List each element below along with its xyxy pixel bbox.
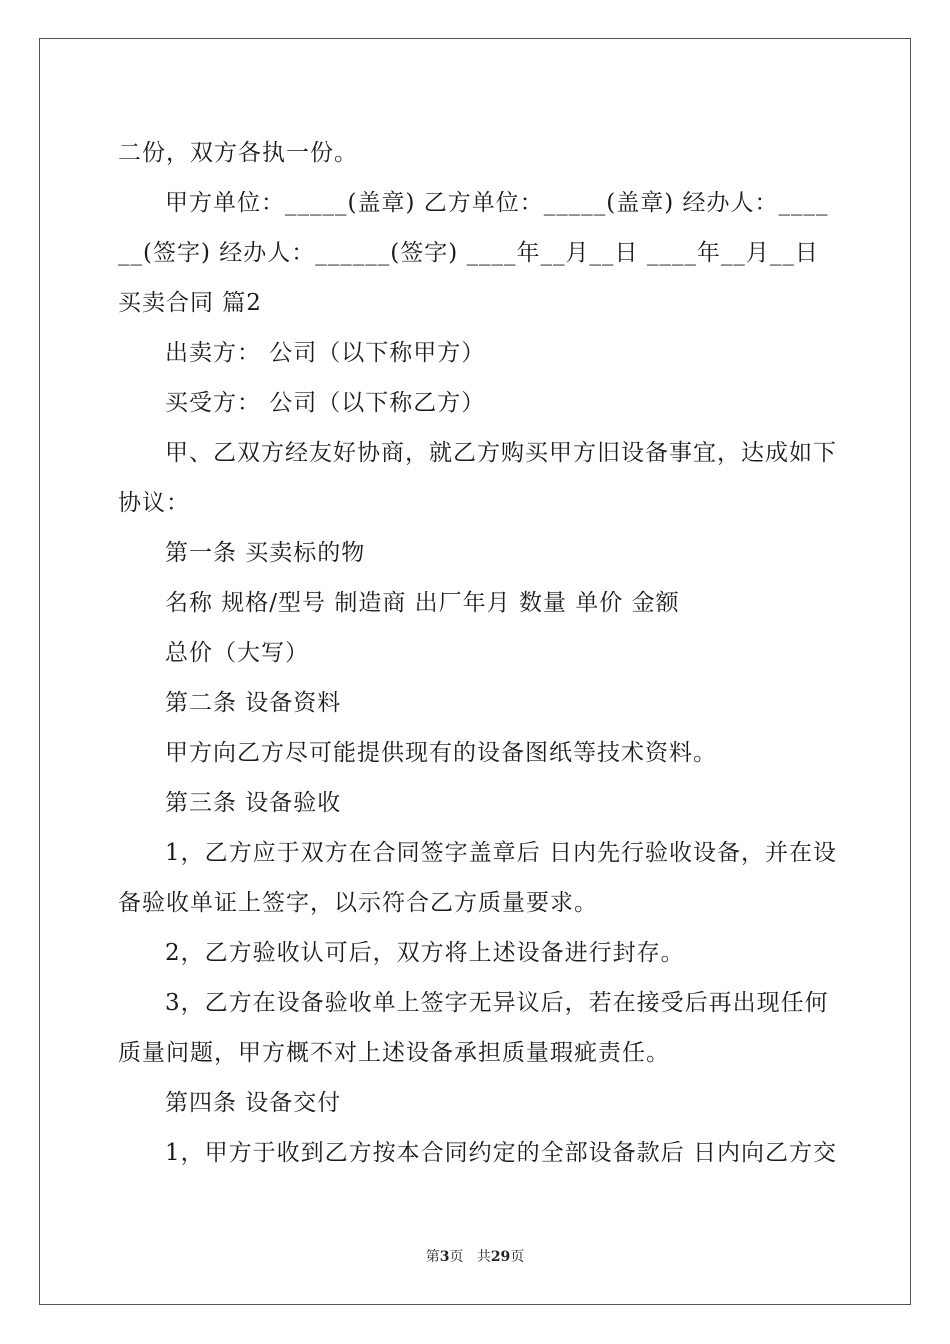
text-line: 协议： [118, 490, 190, 516]
text-line: 1，乙方应于双方在合同签字盖章后 日内先行验收设备，并在设 [165, 840, 837, 866]
text-line: 备验收单证上签字，以示符合乙方质量要求。 [118, 890, 598, 916]
page-footer [0, 1246, 950, 1266]
article-heading: 第一条 买卖标的物 [165, 540, 366, 566]
text-line: 二份，双方各执一份。 [118, 140, 358, 166]
text-line: 甲方单位：_____(盖章) 乙方单位：_____(盖章) 经办人：____ [165, 190, 829, 216]
section-heading: 买卖合同 篇2 [118, 290, 262, 316]
current-page-number: 3 [439, 1249, 450, 1265]
text-line: 甲、乙双方经友好协商，就乙方购买甲方旧设备事宜，达成如下 [165, 440, 837, 466]
text-line: 甲方向乙方尽可能提供现有的设备图纸等技术资料。 [165, 740, 717, 766]
footer-total-prefix: 共 [476, 1249, 491, 1265]
text-line: 2，乙方验收认可后，双方将上述设备进行封存。 [165, 940, 685, 966]
text-line: 出卖方： 公司（以下称甲方） [165, 340, 486, 366]
article-heading: 第四条 设备交付 [165, 1090, 342, 1116]
text-line: 买受方： 公司（以下称乙方） [165, 390, 486, 416]
text-line: 质量问题，甲方概不对上述设备承担质量瑕疵责任。 [118, 1040, 670, 1066]
footer-total-suffix: 页 [510, 1249, 525, 1265]
text-line: 3，乙方在设备验收单上签字无异议后，若在接受后再出现任何 [165, 990, 829, 1016]
article-heading: 第二条 设备资料 [165, 690, 342, 716]
text-line: 名称 规格/型号 制造商 出厂年月 数量 单价 金额 [165, 590, 680, 616]
text-line: 1，甲方于收到乙方按本合同约定的全部设备款后 日内向乙方交 [165, 1140, 837, 1166]
total-pages-number: 29 [490, 1249, 511, 1265]
footer-page-word: 页 [449, 1249, 464, 1265]
article-heading: 第三条 设备验收 [165, 790, 342, 816]
footer-prefix: 第 [425, 1249, 440, 1265]
document-body [118, 128, 837, 1178]
text-line: __(签字) 经办人：______(签字) ____年__月__日 ____年__月__日 [118, 240, 819, 266]
text-line: 总价（大写） [165, 640, 309, 666]
